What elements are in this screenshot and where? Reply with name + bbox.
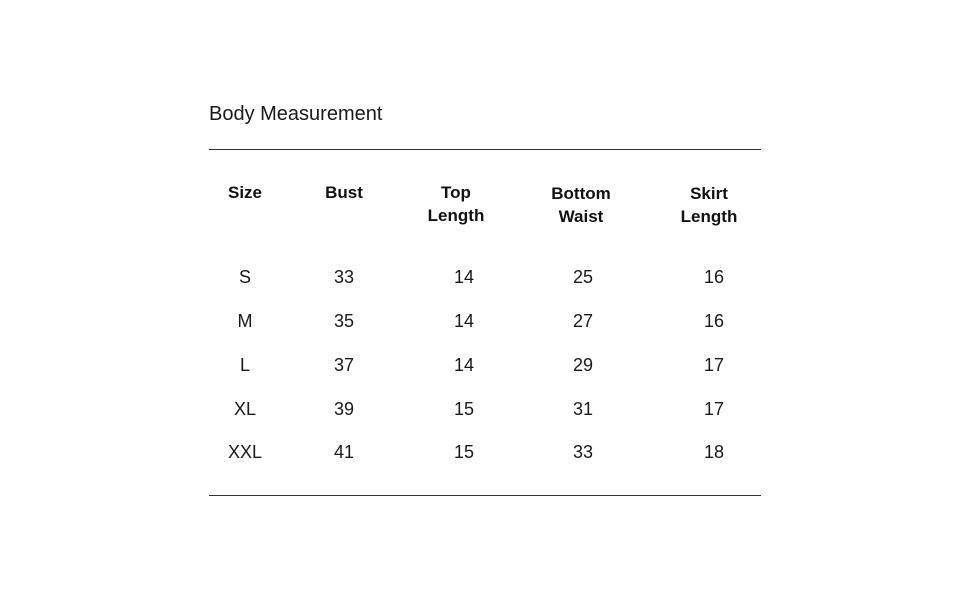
column-header (325, 181, 363, 204)
table-cell: XXL (227, 442, 263, 462)
top-divider (209, 149, 761, 150)
table-cell: 15 (453, 442, 475, 462)
table-cell: 15 (453, 399, 475, 419)
page-title: Body Measurement (209, 103, 383, 125)
table-cell: 18 (703, 442, 725, 462)
column-header-line: Bust (325, 183, 363, 202)
table-cell: 39 (333, 399, 355, 419)
column-header (428, 181, 485, 227)
table-cell: 14 (453, 267, 475, 287)
column-header-line: Waist (558, 207, 604, 226)
column-header-line: Size (227, 183, 263, 202)
table-cell: 29 (572, 355, 594, 375)
table-cell: 37 (333, 355, 355, 375)
table-cell: 14 (453, 355, 475, 375)
table-cell: M (237, 311, 253, 331)
column-header-line: Length (680, 207, 738, 226)
column-header-line: Length (427, 206, 485, 225)
column-header (681, 182, 738, 228)
column-header (551, 182, 610, 228)
column-header-line: Skirt (690, 184, 728, 203)
column-header (228, 181, 262, 204)
table-cell: S (238, 267, 252, 287)
table-cell: 33 (333, 267, 355, 287)
column-header-line: Top (441, 183, 471, 202)
table-cell: 27 (572, 311, 594, 331)
table-cell: 41 (333, 442, 355, 462)
table-cell: 17 (703, 355, 725, 375)
table-cell: 17 (703, 399, 725, 419)
table-cell: 31 (572, 399, 594, 419)
table-cell: 33 (572, 442, 594, 462)
bottom-divider (209, 495, 761, 496)
table-cell: 16 (703, 311, 725, 331)
table-cell: XL (233, 399, 257, 419)
column-header-line: Bottom (551, 184, 611, 203)
table-cell: 25 (572, 267, 594, 287)
table-cell: 16 (703, 267, 725, 287)
table-cell: 35 (333, 311, 355, 331)
table-cell: 14 (453, 311, 475, 331)
table-cell: L (239, 355, 251, 375)
